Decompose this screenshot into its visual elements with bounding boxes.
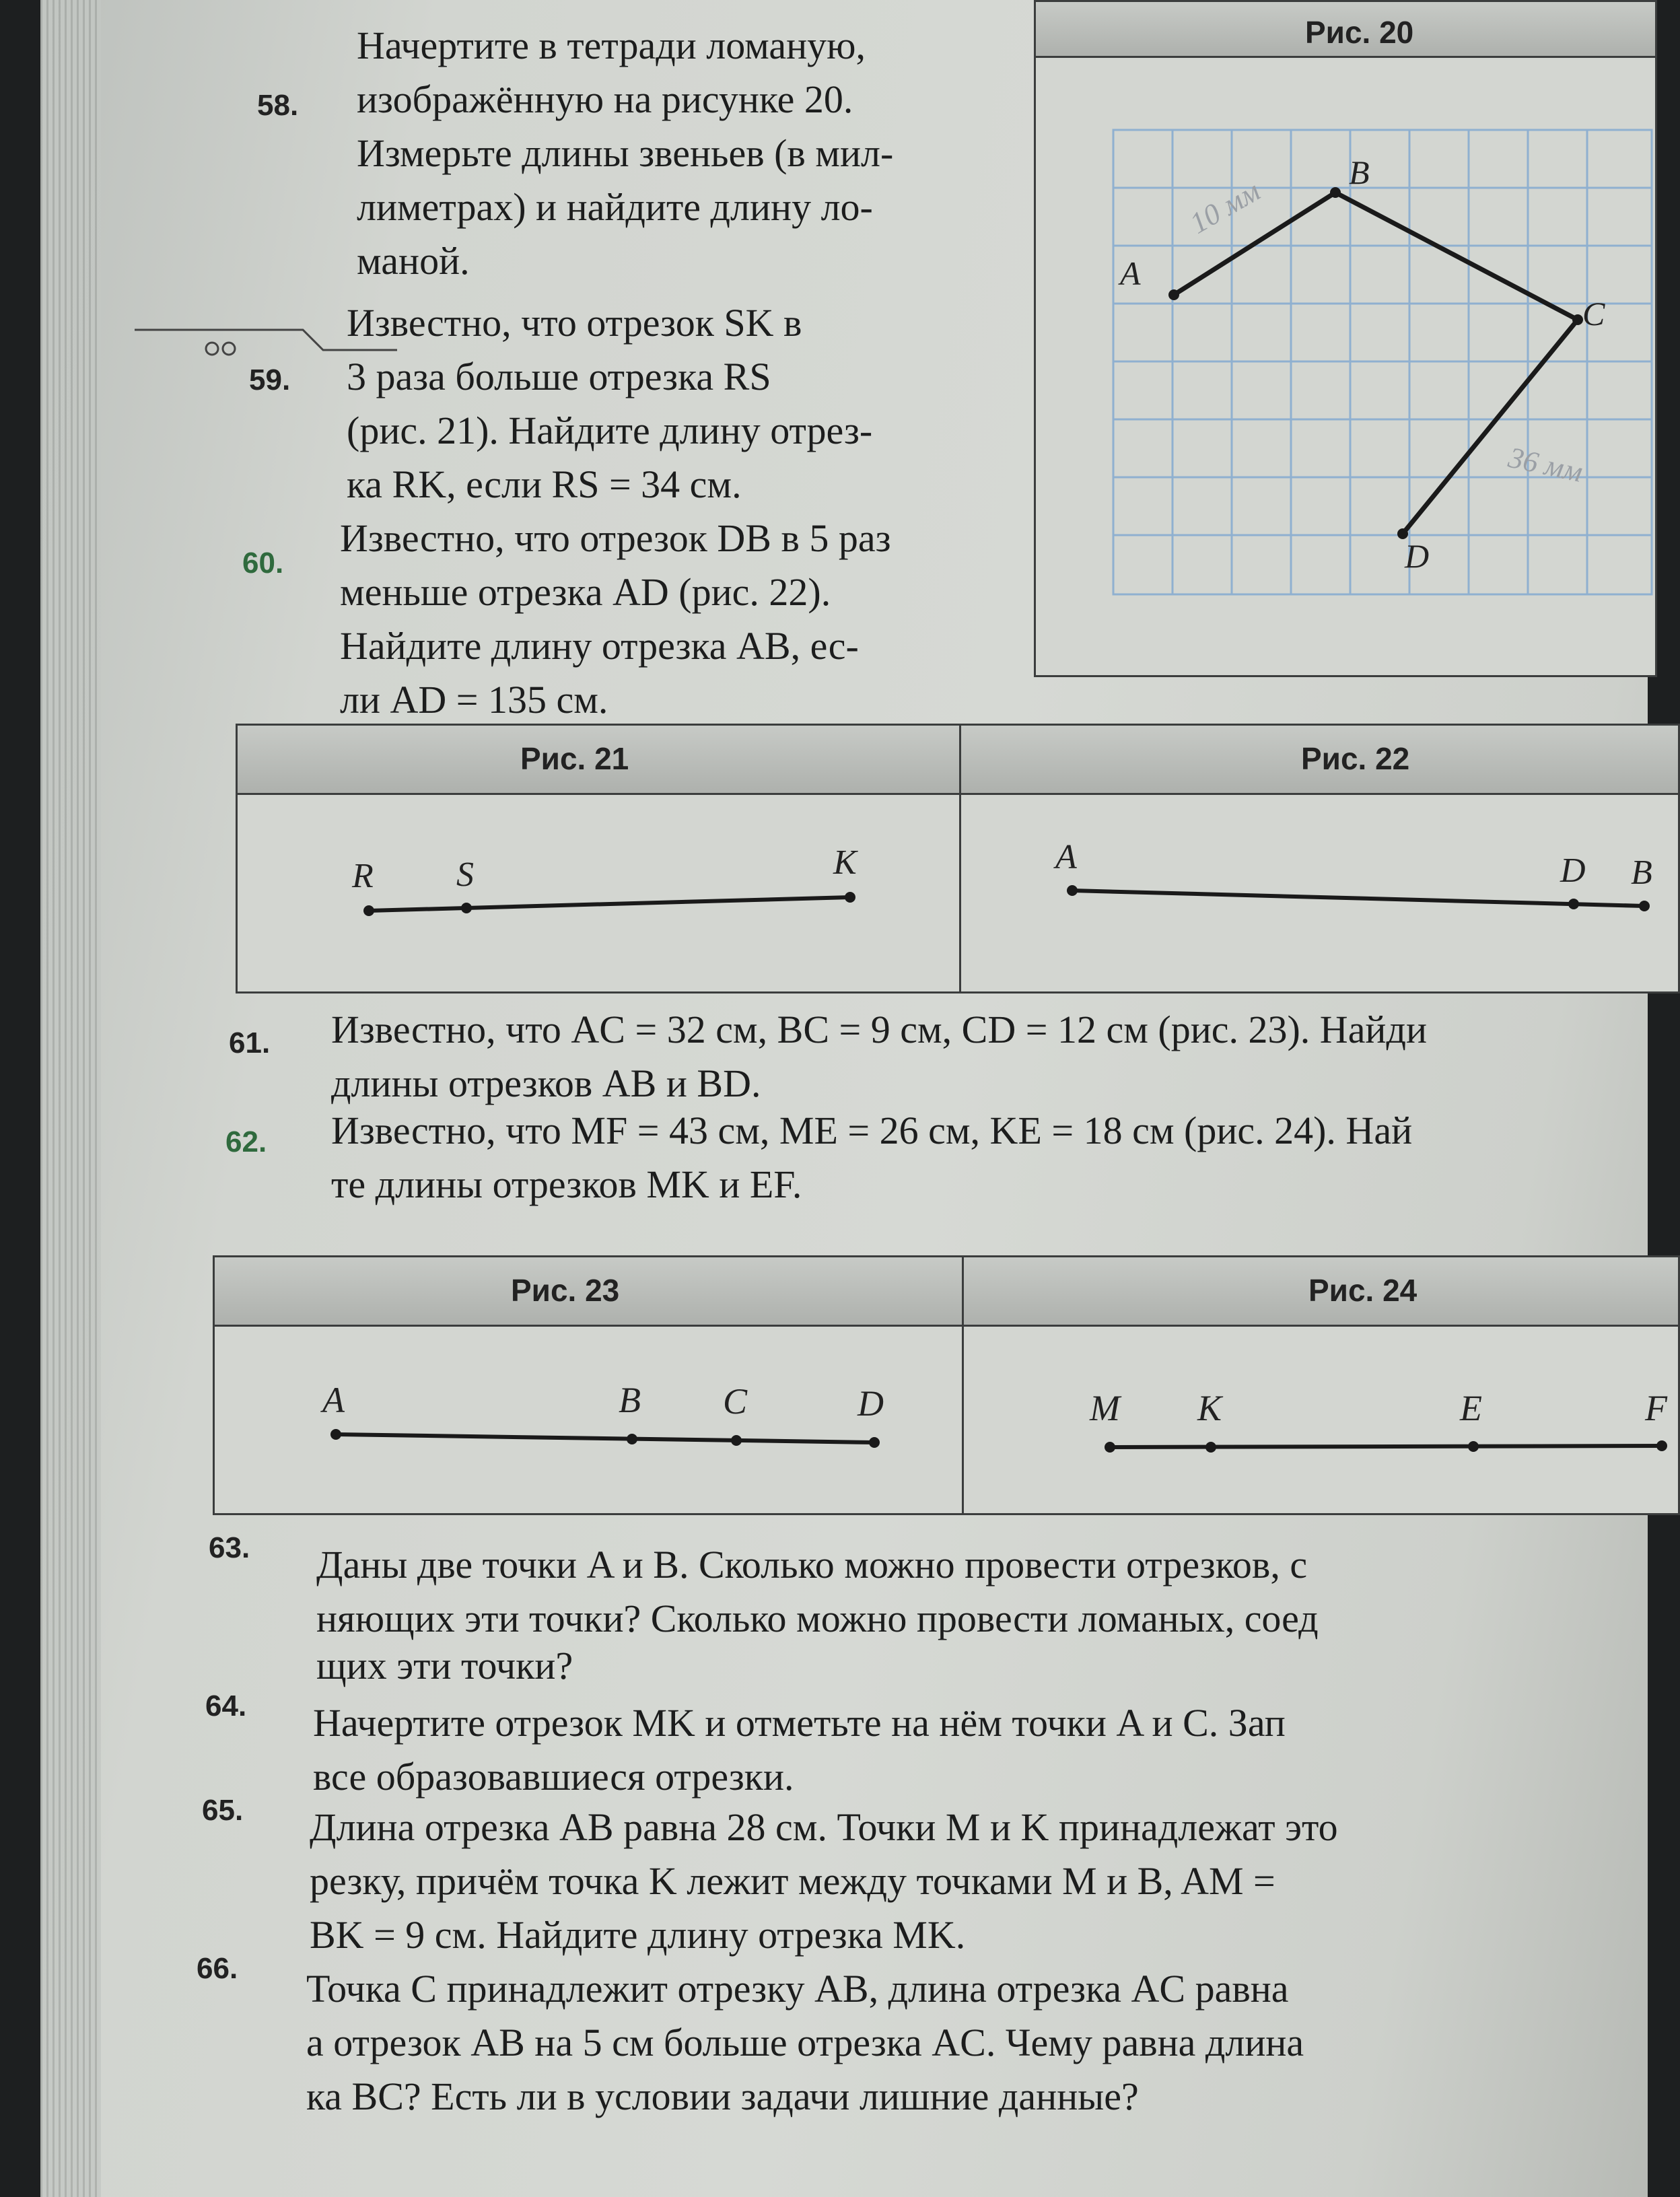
grid — [1113, 130, 1652, 594]
point-label: A — [1055, 838, 1077, 876]
figure-title: Рис. 23 — [511, 1273, 620, 1308]
figure-20 — [1034, 0, 1657, 677]
figure-title: Рис. 20 — [1305, 15, 1414, 50]
figures-21-22 — [236, 724, 1680, 993]
figure-21-22-drawing — [238, 793, 1678, 988]
point-label: B — [1349, 153, 1370, 191]
problem-text-line: (рис. 21). Найдите длину отрез- — [347, 409, 873, 452]
problem-number: 58. — [257, 89, 299, 122]
point-label: B — [1631, 853, 1652, 892]
figure-21-segment — [351, 843, 858, 916]
pencil-note: 10 мм — [1184, 174, 1266, 240]
figure-header — [215, 1257, 1678, 1327]
problem-text-line: Даны две точки A и B. Сколько можно провести отрезков, с — [316, 1543, 1308, 1586]
problem-text-line: ка BC? Есть ли в условии задачи лишние данные? — [306, 2074, 1139, 2118]
figure-title: Рис. 22 — [1301, 741, 1410, 776]
point-label: K — [833, 843, 857, 882]
problem-number: 59. — [249, 363, 291, 396]
point-label: R — [352, 857, 374, 895]
problem-text-line: меньше отрезка AD (рис. 22). — [340, 570, 831, 614]
problem-number: 65. — [202, 1794, 244, 1827]
point-label: A — [322, 1380, 345, 1420]
point-label: M — [1090, 1388, 1120, 1428]
problem-text-line: Длина отрезка AB равна 28 см. Точки M и K принадлежат это — [310, 1805, 1338, 1849]
problem-text-line: няющих эти точки? Сколько можно провести ломаных, соед — [316, 1597, 1319, 1640]
problem-text-line: лиметрах) и найдите длину ло- — [357, 185, 873, 229]
problem-text-line: 3 раза больше отрезка RS — [347, 355, 771, 398]
broken-line — [1174, 193, 1578, 534]
problem-text-line: Измерьте длины звеньев (в мил- — [357, 131, 894, 175]
problem-text-line: длины отрезков AB и BD. — [331, 1061, 761, 1105]
problem-text-line: Найдите длину отрезка AB, ес- — [340, 624, 859, 668]
problem-text-line: BK = 9 см. Найдите длину отрезка MK. — [310, 1913, 966, 1957]
problem-text-line: ка RK, если RS = 34 см. — [347, 462, 742, 506]
problem-text-line: щих эти точки? — [316, 1644, 573, 1687]
point-label: B — [619, 1380, 641, 1420]
point-label: D — [858, 1383, 884, 1424]
figure-header — [238, 726, 1678, 795]
problem-text-line: Начертите в тетради ломаную, — [357, 24, 866, 67]
problem-text-line: Известно, что AC = 32 см, BC = 9 см, CD = 12 см (рис. 23). Найди — [331, 1008, 1428, 1051]
figure-title: Рис. 24 — [1308, 1273, 1418, 1308]
problem-number: 62. — [225, 1125, 267, 1158]
problem-text-line: те длины отрезков MK и EF. — [331, 1162, 802, 1206]
problem-text-line: Известно, что MF = 43 см, ME = 26 см, KE = 18 см (рис. 24). Най — [331, 1109, 1413, 1152]
page-edges — [40, 0, 101, 2197]
problem-text-line: маной. — [357, 239, 470, 283]
figure-24-segment — [1089, 1388, 1668, 1453]
point-label: S — [456, 856, 474, 894]
problem-text-line: Известно, что отрезок DB в 5 раз — [340, 516, 891, 560]
figure-22-segment — [1053, 838, 1652, 911]
point-label: F — [1645, 1388, 1667, 1428]
problem-number: 61. — [229, 1026, 271, 1059]
problem-text-line: а отрезок AB на 5 см больше отрезка AC. Чему равна длина — [306, 2021, 1304, 2064]
figures-23-24 — [213, 1255, 1680, 1515]
point-label: A — [1120, 254, 1141, 292]
pencil-note: 36 мм — [1505, 440, 1586, 489]
point-label: C — [723, 1381, 748, 1422]
figure-title: Рис. 21 — [520, 741, 629, 776]
problem-text-line: Известно, что отрезок SK в — [347, 301, 802, 345]
problem-text-line: ли AD = 135 см. — [340, 678, 608, 722]
problem-number: 63. — [209, 1531, 250, 1564]
problem-number: 60. — [242, 547, 284, 580]
figure-20-drawing — [1036, 2, 1655, 675]
problem-text-line: Начертите отрезок MK и отметьте на нём точки A и C. Зап — [313, 1701, 1286, 1745]
problem-text-line: резку, причём точка K лежит между точками M и B, AM = — [310, 1859, 1275, 1903]
point-label: K — [1197, 1388, 1222, 1428]
point-label: D — [1560, 851, 1586, 890]
problem-text-line: Точка C принадлежит отрезку AB, длина отрезка AC равна — [306, 1967, 1289, 2011]
textbook-page — [40, 0, 1667, 2197]
point-label: C — [1582, 295, 1605, 333]
problem-text-line: все образовавшиеся отрезки. — [313, 1755, 794, 1799]
point-label: E — [1460, 1388, 1482, 1428]
point-label: D — [1405, 537, 1430, 575]
figure-23-24-drawing — [215, 1325, 1678, 1510]
problem-number: 66. — [197, 1952, 238, 1985]
problem-text-line: изображённую на рисунке 20. — [357, 77, 853, 121]
problem-number: 64. — [205, 1689, 247, 1722]
figure-23-segment — [320, 1380, 884, 1448]
